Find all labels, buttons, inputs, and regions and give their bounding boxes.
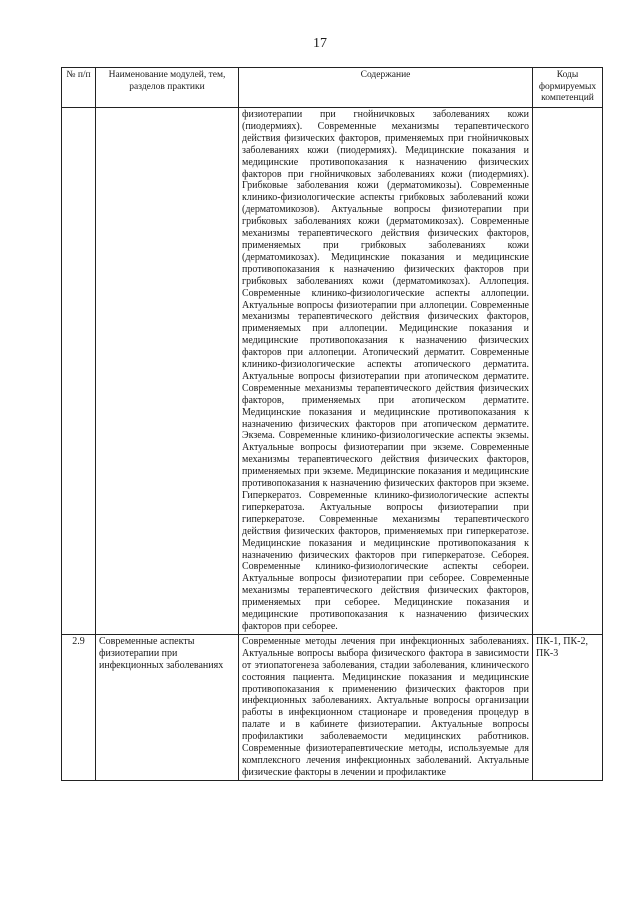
row-module-name: Современные аспекты физиотерапии при инфекционных заболеваниях — [96, 634, 239, 780]
row-content: физиотерапии при гнойничковых заболеваниях кожи (пиодермиях). Современные механизмы терапевтического действия физических факторов, применяемых при гнойничковых заболеваниях кожи (пиодермиях). Медицинские показания и медицинские противопоказания к назначению физических факторов при гнойничковых заболеваниях кожи (пиодермиях). Грибковые заболевания кожи (дерматомикозы). Современные клинико-физиологические аспекты грибковых заболеваний кожи (дерматомикозов). Актуальные вопросы физиотерапии при грибковых заболеваниях кожи (дерматомикозах). Современные механизмы терапевтического действия физических факторов, применяемых при грибковых заболеваниях кожи (дерматомикозах). Медицинские показания и медицинские противопоказания к назначению физических факторов при грибковых заболеваниях кожи (дерматомикозах). Аллопеция. Современные клинико-физиологические аспекты аллопеции. Актуальные вопросы физиотерапии при аллопеции. Современные механизмы терапевтического действия физических факторов, применяемых при аллопеции. Медицинские показания и медицинские противопоказания к назначению физических факторов при аллопеции. Атопический дерматит. Современные клинико-физиологические аспекты атопического дерматита. Актуальные вопросы физиотерапии при атопическом дерматите. Современные механизмы терапевтического действия физических факторов, применяемых при атопическом дерматите. Медицинские показания и медицинские противопоказания к назначению физических факторов при атопическом дерматите. Экзема. Современные клинико-физиологические аспекты экземы. Актуальные вопросы физиотерапии при экземе. Современные механизмы терапевтического действия физических факторов, применяемых при экземе. Медицинские показания и медицинские противопоказания к назначению физических факторов при экземе. Гиперкератоз. Современные клинико-физиологические аспекты гиперкератоза. Актуальные вопросы физиотерапии при гиперкератозе. Современные механизмы терапевтического действия физических факторов, применяемых при гиперкератозе. Медицинские показания и медицинские противопоказания к назначению физических факторов при гиперкератозе. Себорея. Современные клинико-физиологические аспекты себореи. Актуальные вопросы физиотерапии при себорее. Современные механизмы терапевтического действия физических факторов, применяемых при себорее. Медицинские показания и медицинские противопоказания к назначению физических факторов при себорее. — [239, 108, 533, 635]
row-competence-codes: ПК-1, ПК-2, ПК-3 — [533, 634, 603, 780]
header-number: № п/п — [62, 68, 96, 108]
row-number — [62, 108, 96, 635]
header-competence-codes: Коды формируемых компетенций — [533, 68, 603, 108]
table-header-row — [62, 68, 603, 108]
row-content: Современные методы лечения при инфекционных заболеваниях. Актуальные вопросы выбора физического фактора в зависимости от этиопатогенеза заболевания, стадии заболевания, клинического состояния пациента. Медицинские показания и медицинские противопоказания к применению физических факторов при инфекционных заболеваниях. Актуальные вопросы организации работы в инфекционном стационаре и проведения процедур в палате и в кабинете физиотерапии. Актуальные вопросы профилактики заболеваемости медицинских работников. Современные физиотерапевтические методы, используемые для комплексного лечения инфекционных заболеваний. Актуальные физические факторы в лечении и профилактике — [239, 634, 533, 780]
row-competence-codes — [533, 108, 603, 635]
header-content: Содержание — [239, 68, 533, 108]
program-content-table — [61, 67, 603, 781]
header-module-name: Наименование модулей, тем, разделов практики — [96, 68, 239, 108]
row-number: 2.9 — [62, 634, 96, 780]
table-row — [62, 108, 603, 635]
row-module-name — [96, 108, 239, 635]
table-row — [62, 634, 603, 780]
page-number: 17 — [313, 36, 327, 51]
